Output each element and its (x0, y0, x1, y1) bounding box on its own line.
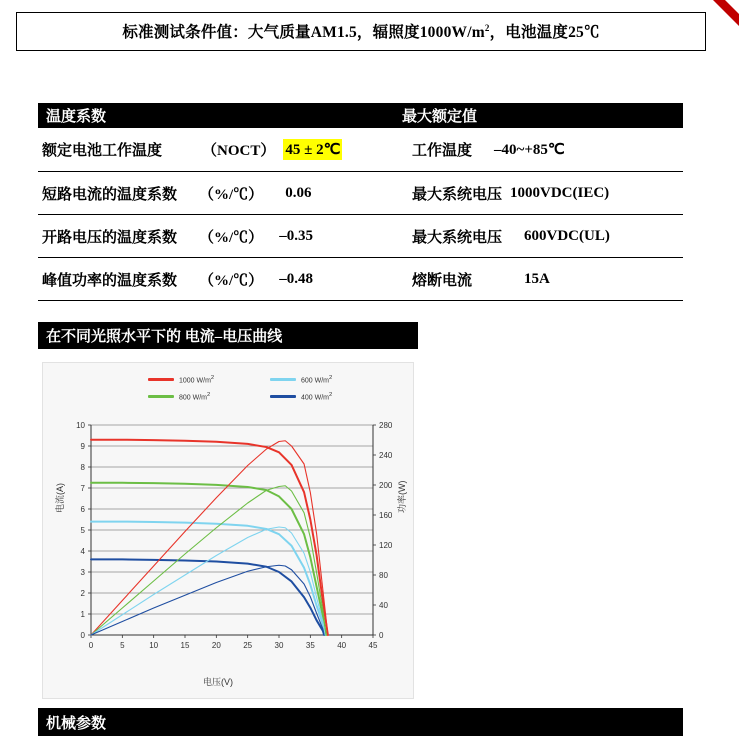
svg-text:10: 10 (76, 421, 85, 430)
svg-text:160: 160 (379, 511, 393, 520)
svg-text:80: 80 (379, 571, 388, 580)
chart-y-axis-label: 电流(A) (55, 483, 65, 513)
svg-text:8: 8 (80, 463, 85, 472)
svg-text:1: 1 (80, 610, 85, 619)
row-label: 峰值功率的温度系数 (42, 272, 178, 289)
table-row (38, 258, 683, 301)
svg-text:5: 5 (80, 526, 85, 535)
svg-text:4: 4 (80, 547, 85, 556)
table-header-right: 最大额定值 (402, 109, 478, 125)
row-unit: （NOCT） (202, 143, 276, 159)
table-cell-left (38, 183, 398, 204)
legend-label: 600 $W/m^2$ (301, 375, 333, 385)
table-cell-right (398, 269, 683, 290)
legend-label: 400 $W/m^2$ (301, 392, 333, 402)
corner-ribbon-inner-decoration (725, 0, 739, 14)
row-right-value: 15A (524, 270, 550, 287)
svg-text:40: 40 (379, 601, 388, 610)
svg-text:30: 30 (274, 641, 284, 650)
table-row (38, 128, 683, 172)
row-label: 开路电压的温度系数 (42, 229, 178, 246)
std-text-before: 标准测试条件值：大气质量AM1.5，辐照度1000W/m (122, 24, 485, 41)
row-value: 0.06 (285, 184, 312, 201)
table-cell-right (398, 139, 683, 160)
svg-text:25: 25 (243, 641, 253, 650)
svg-text:0: 0 (80, 631, 85, 640)
row-right-label: 工作温度 (412, 143, 473, 159)
svg-text:120: 120 (379, 541, 393, 550)
row-unit: （%/℃） (199, 272, 264, 289)
table-cell-left (38, 226, 398, 247)
svg-text:6: 6 (80, 505, 85, 514)
chart-x-axis-label: 电压(V) (203, 677, 233, 687)
table-row (38, 172, 683, 215)
table-cell-left (38, 139, 398, 160)
svg-text:35: 35 (305, 641, 315, 650)
std-text-after: ，电池温度25℃ (489, 24, 600, 41)
row-unit: （%/℃） (199, 229, 264, 246)
chart-section-title: 在不同光照水平下的 电流–电压曲线 (38, 322, 418, 349)
row-label: 额定电池工作温度 (42, 143, 163, 159)
svg-text:2: 2 (80, 589, 85, 598)
row-right-label: 最大系统电压 (412, 186, 503, 203)
row-right-value: 1000VDC(IEC) (510, 184, 610, 201)
standard-test-conditions-banner (16, 12, 706, 51)
table-cell-left (38, 269, 398, 290)
table-header-left: 温度系数 (46, 109, 107, 125)
row-value-highlighted: 45 ± 2℃ (283, 139, 342, 160)
chart-plot-area (43, 363, 413, 698)
svg-text:15: 15 (180, 641, 190, 650)
svg-text:7: 7 (80, 484, 85, 493)
row-label: 短路电流的温度系数 (42, 186, 178, 203)
svg-text:3: 3 (80, 568, 85, 577)
row-unit: （%/℃） (199, 186, 264, 203)
svg-text:5: 5 (120, 641, 125, 650)
svg-text:10: 10 (149, 641, 159, 650)
legend-label: 800 $W/m^2$ (179, 392, 211, 402)
svg-text:240: 240 (379, 451, 393, 460)
std-superscript: 2 (484, 22, 490, 33)
table-row (38, 215, 683, 258)
svg-text:0: 0 (379, 631, 384, 640)
mechanical-parameters-title: 机械参数 (38, 708, 683, 736)
svg-text:45: 45 (368, 641, 378, 650)
row-right-label: 最大系统电压 (412, 229, 503, 246)
svg-text:40: 40 (337, 641, 347, 650)
svg-text:9: 9 (80, 442, 85, 451)
row-value: –0.48 (279, 270, 313, 287)
table-cell-right (398, 183, 683, 204)
row-value: –0.35 (279, 227, 313, 244)
table-header-row (38, 103, 683, 128)
svg-text:20: 20 (211, 641, 221, 650)
svg-text:200: 200 (379, 481, 393, 490)
row-right-value: 600VDC(UL) (524, 227, 610, 244)
svg-text:0: 0 (88, 641, 94, 650)
specification-table (38, 103, 683, 301)
row-right-value: –40~+85℃ (494, 142, 565, 158)
chart-y2-axis-label: 功率(W) (397, 480, 407, 513)
legend-label: 1000 $W/m^2$ (179, 375, 215, 385)
row-right-label: 熔断电流 (412, 272, 473, 289)
svg-text:280: 280 (379, 421, 393, 430)
iv-curve-chart (42, 362, 414, 699)
table-cell-right (398, 226, 683, 247)
